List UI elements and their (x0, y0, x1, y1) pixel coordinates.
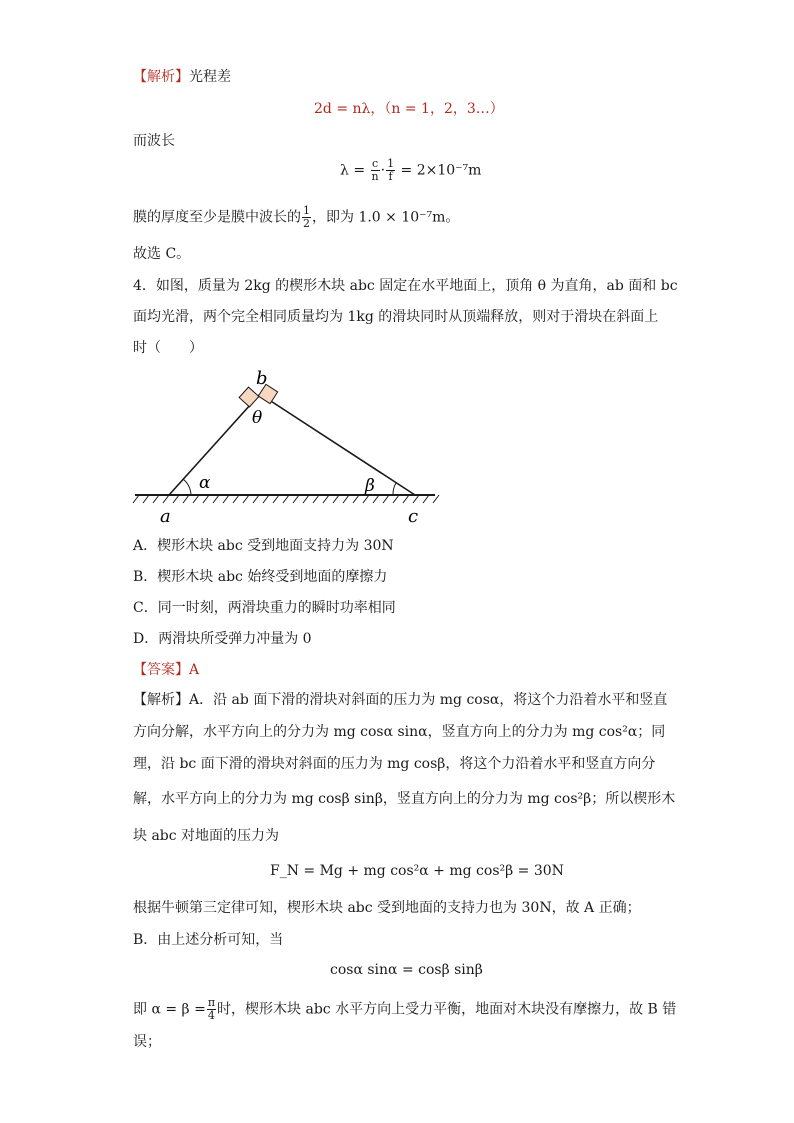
analysis-tag: 【解析】 (133, 69, 189, 85)
label-beta: β (365, 476, 375, 496)
frac-den: f (388, 170, 393, 183)
frac-num: 1 (387, 157, 395, 170)
label-alpha: α (199, 473, 211, 493)
beta-arc (393, 483, 396, 495)
question-stem-3: 时（ ） (133, 340, 203, 356)
frac-num: π (207, 996, 216, 1009)
analysis-b-line-2 (133, 997, 676, 1022)
side-bc (260, 394, 415, 495)
analysis-a-line-1: 【解析】A．沿 ab 面下滑的滑块对斜面的压力为 mg cosα，将这个力沿着水平和竖直 (133, 692, 668, 708)
label-b: b (256, 368, 268, 389)
side-ab (169, 394, 263, 495)
analysis-a-conclusion: 根据牛顿第三定律可知，楔形木块 abc 受到地面的支持力也为 30N，故 A 正确； (133, 900, 641, 916)
equation-balance: cosα sinα = cosβ sinβ (330, 962, 483, 978)
an8-b: 时，楔形木块 abc 水平方向上受力平衡，地面对木块没有摩擦力，故 B 错 (217, 1001, 677, 1018)
frac-den: 2 (303, 217, 310, 230)
analysis-intro: 光程差 (189, 69, 231, 85)
thickness-line (133, 205, 459, 230)
frac-num: c (371, 157, 379, 170)
analysis-a-line-4: 解，水平方向上的分力为 mg cosβ sinβ，竖直方向上的分力为 mg cos²β；所以楔形木 (133, 791, 676, 807)
option-c: C．同一时刻，两滑块重力的瞬时功率相同 (133, 600, 396, 616)
fraction-half (302, 205, 311, 230)
fraction-pi-over-4 (207, 997, 216, 1022)
frac-den: n (371, 170, 379, 183)
option-a: A．楔形木块 abc 受到地面支持力为 30N (133, 538, 394, 554)
analysis-b-line-3: 误； (133, 1034, 161, 1050)
analysis-a-line-5: 块 abc 对地面的压力为 (133, 828, 280, 844)
question-stem-1: 4．如图，质量为 2kg 的楔形木块 abc 固定在水平地面上，顶角 θ 为直角，ab 面和 bc (133, 278, 678, 294)
equation-normal-force: F_N = Mg + mg cos²α + mg cos²β = 30N (270, 863, 564, 879)
label-a: a (160, 506, 171, 527)
fraction-1-over-f (386, 158, 395, 183)
label-c: c (408, 506, 419, 527)
frac-num: 1 (303, 204, 310, 217)
equation-wavelength: λ = $\frac{c}{n}$ · $\frac{1}{f}$ = 2×10⁻⁷m (340, 157, 482, 183)
ground-hatch (133, 495, 439, 503)
alpha-arc (183, 479, 191, 495)
block-on-ab (239, 387, 259, 407)
option-b: B．楔形木块 abc 始终受到地面的摩擦力 (133, 569, 388, 585)
choose-line: 故选 C。 (133, 246, 191, 262)
wavelength-label: 而波长 (133, 133, 175, 149)
an8-a: 即 α = β = (133, 1001, 206, 1018)
eq2-right: = 2×10⁻⁷m (400, 162, 482, 179)
analysis-line-1 (133, 67, 231, 87)
thickness-a: 膜的厚度至少是膜中波长的 (133, 209, 301, 226)
analysis-a-line-3: 理，沿 bc 面下滑的滑块对斜面的压力为 mg cosβ，将这个力沿着水平和竖直方向分 (133, 756, 656, 772)
frac-den: 4 (207, 1009, 215, 1022)
analysis-a-line-2: 方向分解，水平方向上的分力为 mg cosα sinα，竖直方向上的分力为 mg cos²α；同 (133, 724, 666, 740)
thickness-b: ，即为 1.0 × 10⁻⁷m。 (312, 209, 460, 226)
question-stem-2: 面均光滑，两个完全相同质量均为 1kg 的滑块同时从顶端释放，则对于滑块在斜面上 (133, 309, 659, 325)
fraction-c-over-n (371, 158, 380, 183)
answer-line: 【答案】A (133, 662, 200, 678)
analysis-b-line-1: B．由上述分析可知，当 (133, 932, 284, 948)
option-d: D．两滑块所受弹力冲量为 0 (133, 631, 312, 647)
equation-path-difference: 2d = nλ，（n = 1，2，3…） (314, 101, 504, 117)
wedge-figure (125, 360, 445, 530)
label-theta: θ (252, 408, 263, 428)
eq2-left: λ = (340, 162, 366, 179)
